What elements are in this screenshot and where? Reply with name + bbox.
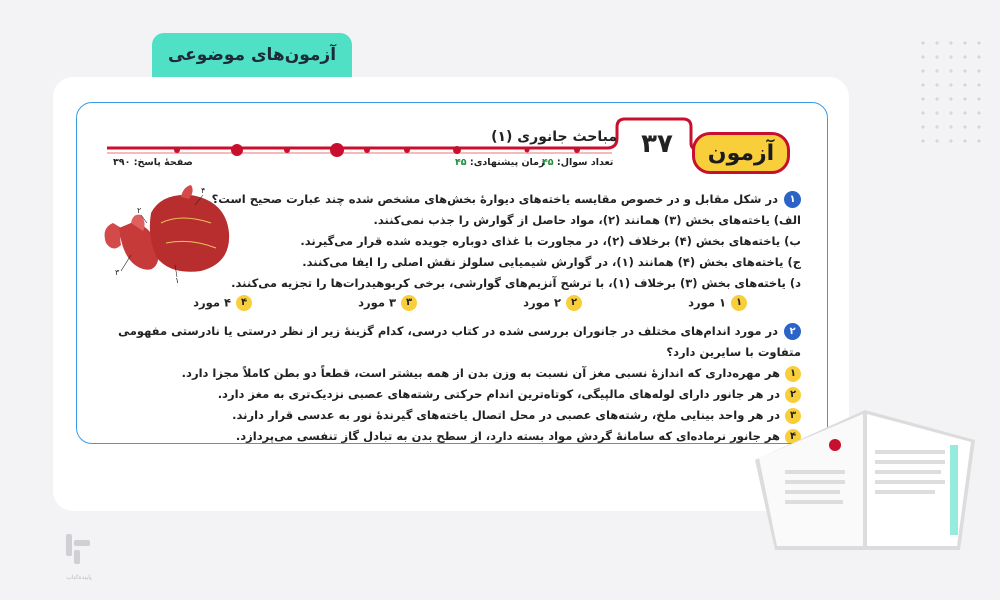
brand-name: پاینده‌کتاب: [66, 574, 92, 581]
topic-tests-tab: [152, 33, 352, 77]
question-count: تعداد سوال: ۴۵: [542, 157, 614, 168]
option-1[interactable]: ۱۱ مورد: [688, 295, 747, 311]
statement: ج) یاخته‌های بخش (۴) همانند (۱)، در گوارش شیمیایی سلولز نقش اصلی را ایفا می‌کنند.: [302, 255, 801, 269]
statement: الف) یاخته‌های بخش (۳) همانند (۲)، مواد حاصل از گوارش را جذب نمی‌کنند.: [373, 213, 801, 227]
question-number: ۱: [784, 191, 801, 208]
question-stem: در شکل مقابل و در خصوص مقایسه یاخته‌های دیوارهٔ بخش‌های مشخص شده چند عبارت صحیح است؟: [211, 192, 778, 206]
open-book-illustration: [745, 400, 985, 560]
figure-label-4: ۴: [201, 186, 206, 195]
ruminant-stomach-figure: [91, 183, 241, 293]
exam-badge: آزمون: [692, 132, 790, 174]
option-4[interactable]: ۴۴ مورد: [193, 295, 252, 311]
exam-header: [77, 103, 827, 183]
brand-logo: [60, 530, 96, 574]
statement: ب) یاخته‌های بخش (۴) برخلاف (۲)، در مجاورت با غذای دوباره جویده شده قرار می‌گیرند.: [300, 234, 801, 248]
answer-page: صفحهٔ پاسخ: ۳۹۰: [113, 157, 193, 168]
statement: د) یاخته‌های بخش (۳) برخلاف (۱)، با ترشح آنزیم‌های گوارشی، برخی کربوهیدرات‌ها را تجزیه می‌کنند.: [231, 276, 801, 290]
option-2[interactable]: ۲۲ مورد: [523, 295, 582, 311]
option-4[interactable]: ۴هر جانور نرماده‌ای که سامانهٔ گردش مواد بسته دارد، از سطح بدن به تبادل گاز تنفسی می‌پردازد.: [101, 426, 801, 444]
suggested-time: زمان پیشنهادی: ۴۵: [455, 157, 545, 168]
question-2: [101, 321, 801, 444]
figure-label-1: ۱: [175, 276, 180, 285]
exam-card: [76, 102, 828, 444]
figure-label-3: ۳: [115, 268, 120, 277]
question-1-options: [177, 295, 747, 315]
exam-number: ۳۷: [641, 129, 673, 159]
option-3[interactable]: ۳در هر واحد بینایی ملخ، رشته‌های عصبی در محل اتصال یاخته‌های گیرندهٔ نور به عدسی قرار دارند.: [101, 405, 801, 426]
option-2[interactable]: ۲در هر جانور دارای لوله‌های مالپیگی، کوتاه‌ترین اندام حرکتی رشته‌های عصبی نزدیک‌تری به مغز دارد.: [101, 384, 801, 405]
dots-decoration: [916, 36, 986, 146]
exam-title: مباحث جانوری (۱): [491, 129, 617, 145]
tab-label: آزمون‌های موضوعی: [167, 45, 337, 65]
question-number: ۲: [784, 323, 801, 340]
figure-label-2: ۲: [137, 206, 142, 215]
option-1[interactable]: ۱هر مهره‌داری که اندازهٔ نسبی مغز آن نسبت به وزن بدن از همه بیشتر است، قطعاً دو بطن کاملاً مجزا دارد.: [101, 363, 801, 384]
question-stem: در مورد اندام‌های مختلف در جانوران بررسی شده در کتاب درسی، کدام گزینهٔ زیر از نظر درستی یا نادرستی مفهومی متفاوت با سایرین دارد؟: [118, 324, 801, 359]
question-1: [151, 189, 801, 294]
option-3[interactable]: ۳۳ مورد: [358, 295, 417, 311]
